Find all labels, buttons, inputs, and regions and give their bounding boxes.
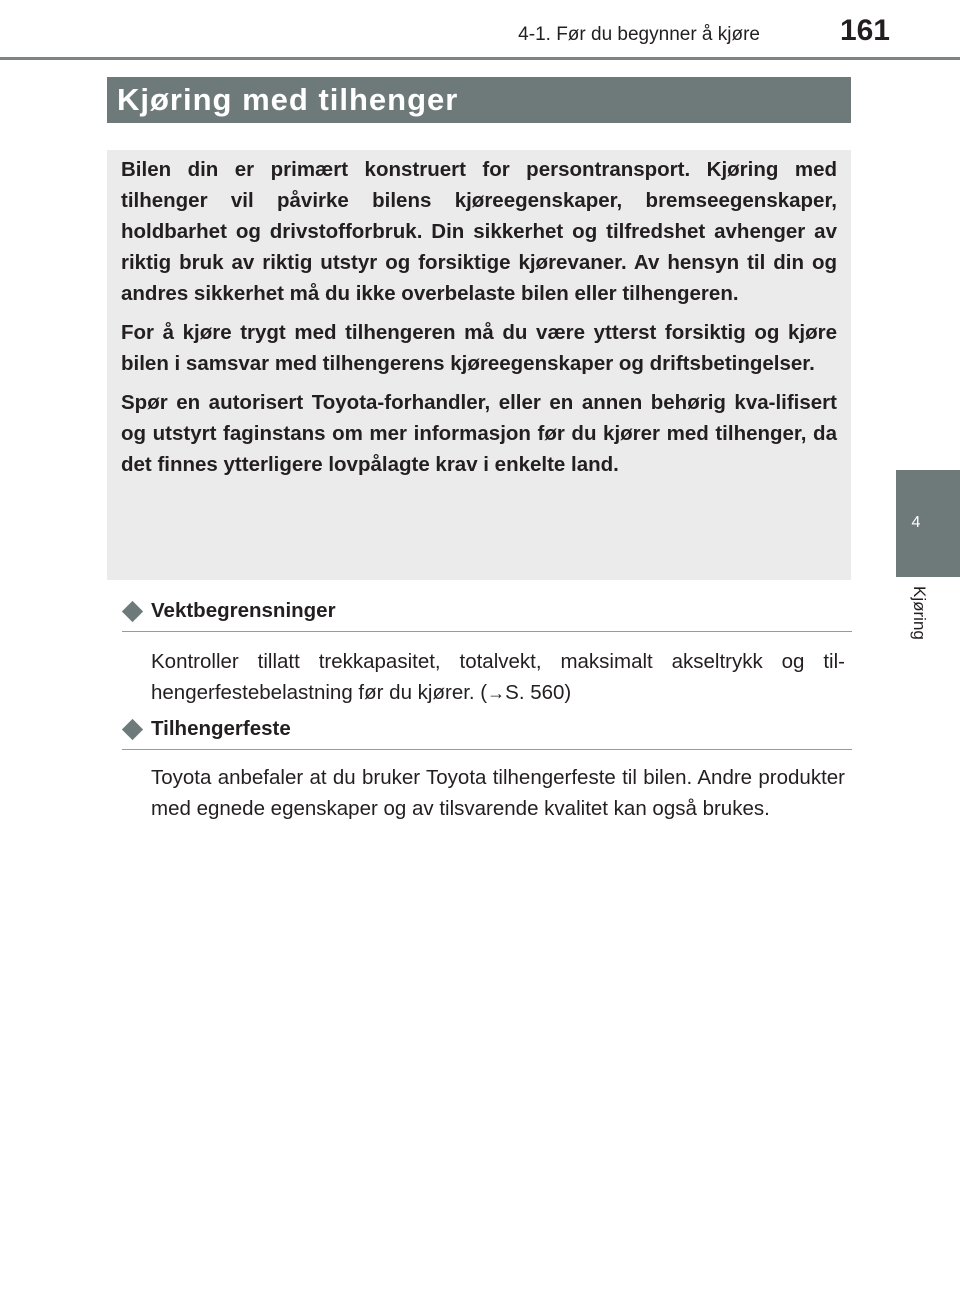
page-title-bar — [107, 77, 851, 123]
chapter-tab-label-text: Kjøring — [910, 586, 929, 640]
section-body-weight-limits — [151, 646, 845, 709]
chapter-tab-label — [896, 586, 936, 666]
intro-paragraph: For å kjøre trygt med tilhengeren må du være ytterst forsiktig og kjøre bilen i samsvar med tilhengerens kjøreegenskaper og driftsbetingelser. — [121, 321, 837, 375]
intro-paragraph: Bilen din er primært konstruert for persontransport. Kjøring med tilhenger vil påvirke bilens kjøreegenskaper, bremseegenskaper, holdbarhet og drivstofforbruk. Din sikkerhet og tilfredshet avhenger av riktig bruk av riktig utstyr og forsiktige kjørevaner. Av hensyn til din og andres sikkerhet må du ikke overbelaste bilen eller tilhengeren. — [121, 158, 837, 305]
page-number: 161 — [839, 14, 890, 47]
page-title: Kjøring med tilhenger — [117, 82, 459, 117]
section-heading-weight-limits — [122, 597, 852, 632]
page-reference-link[interactable]: S. 560) — [505, 681, 572, 704]
section-heading-text: Vektbegrensninger — [151, 599, 336, 622]
header-rule — [0, 57, 960, 60]
reference-arrow-icon: → — [487, 683, 506, 703]
section-text: Kontroller tillatt trekkapasitet, totalvekt, maksimalt akseltrykk og til-hengerfestebelastning før du kjører. ( — [151, 650, 845, 704]
section-heading-text: Tilhengerfeste — [151, 717, 291, 740]
section-paragraph — [151, 646, 845, 709]
diamond-icon — [122, 601, 143, 622]
section-heading-trailer-hitch — [122, 715, 852, 750]
section-paragraph: Toyota anbefaler at du bruker Toyota tilhengerfeste til bilen. Andre produkter med egnede egenskaper og av tilsvarende kvalitet kan også brukes. — [151, 766, 845, 820]
section-body-trailer-hitch — [151, 762, 845, 824]
diamond-icon — [122, 719, 143, 740]
running-header: 4-1. Før du begynner å kjøre — [518, 24, 760, 45]
intro-paragraph: Spør en autorisert Toyota-forhandler, eller en annen behørig kva-lifisert og utstyrt faginstans om mer informasjon før du kjører med tilhenger, da det finnes ytterligere lovpålagte krav i enkelte land. — [121, 391, 837, 476]
intro-box — [107, 150, 851, 580]
chapter-tab-number: 4 — [911, 514, 921, 531]
